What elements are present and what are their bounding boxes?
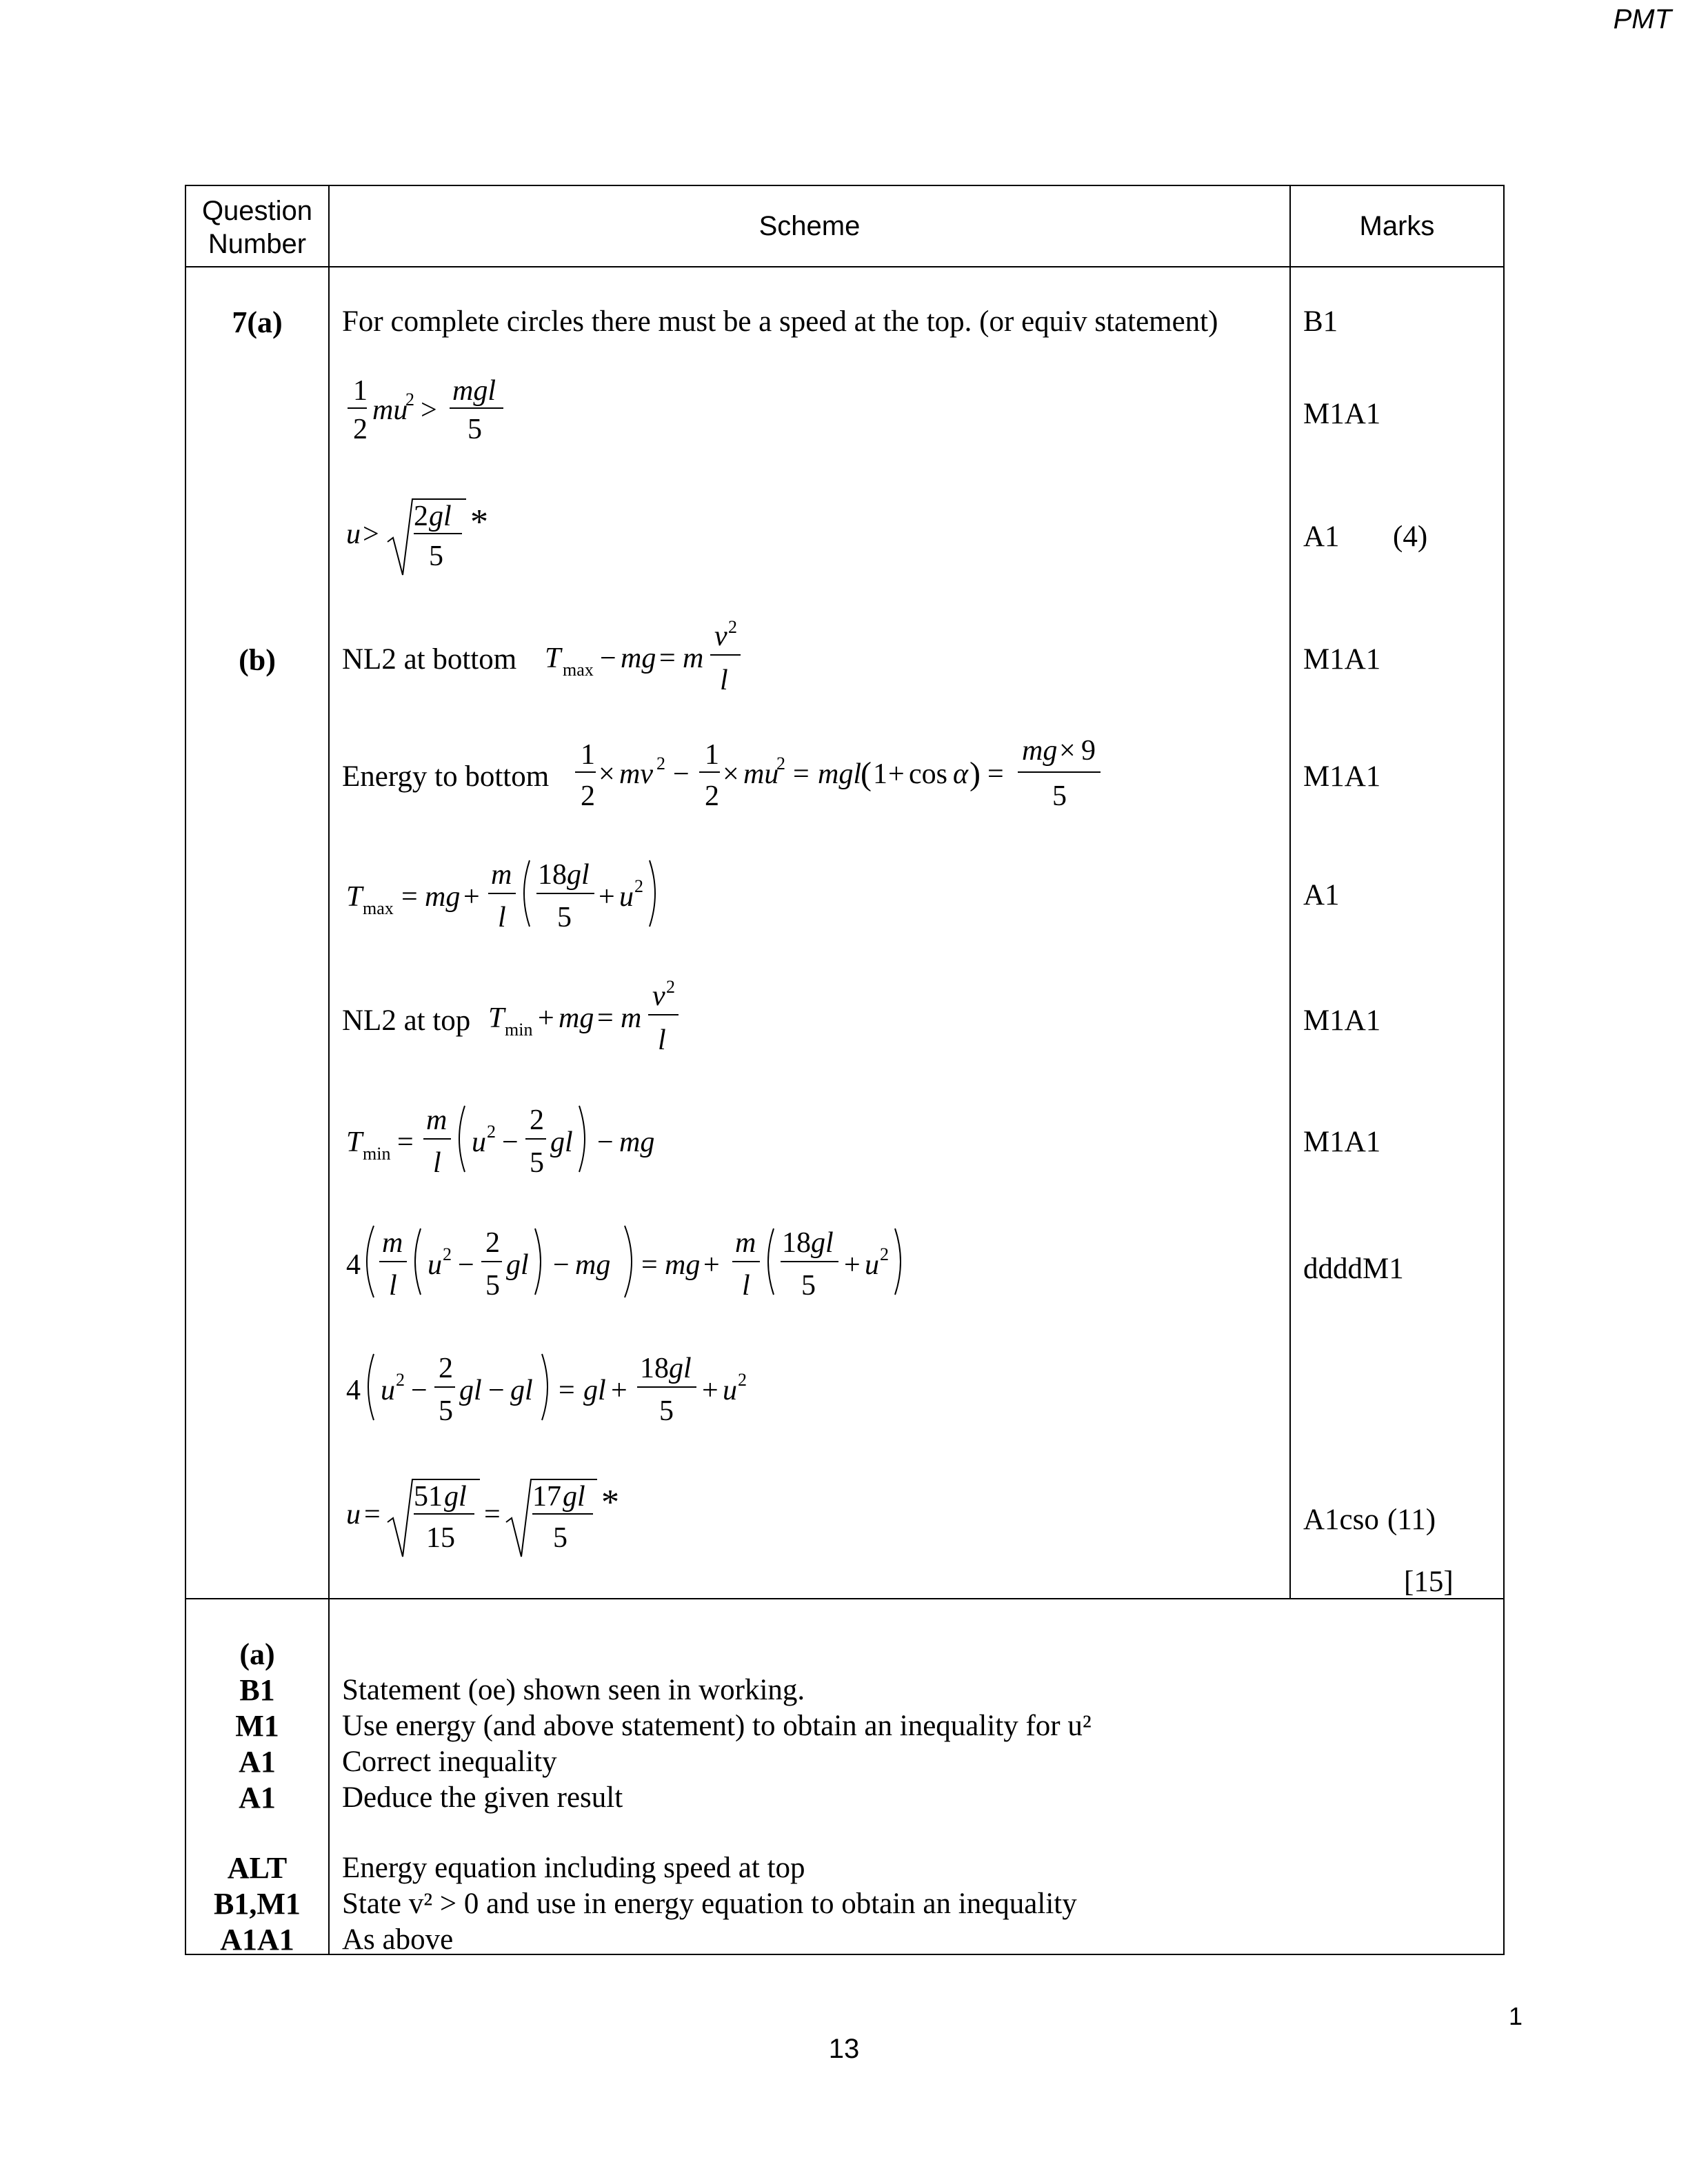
svg-text:m: m: [382, 1227, 403, 1259]
svg-text:l: l: [658, 1024, 666, 1056]
mark-m1a1-a: M1A1: [1303, 398, 1381, 430]
svg-text:15: 15: [426, 1522, 455, 1554]
header-divider: [185, 266, 1505, 267]
svg-text:+: +: [703, 1249, 720, 1281]
svg-text:mgl: mgl: [818, 758, 861, 790]
svg-text:5: 5: [439, 1395, 453, 1427]
svg-text:>: >: [421, 394, 437, 426]
mark-a1-a: A1: [1303, 520, 1340, 553]
equation-u-greater-root: [342, 491, 521, 584]
svg-text:=: =: [793, 758, 810, 790]
guidance-code-6: ALT: [227, 1851, 288, 1885]
svg-text:2: 2: [405, 390, 414, 410]
mark-b1: B1: [1303, 305, 1338, 338]
svg-text:mg: mg: [619, 1126, 655, 1158]
svg-text:): ): [969, 756, 981, 792]
svg-text:mg: mg: [1022, 735, 1058, 767]
mark-m1a1-b3: M1A1: [1303, 1004, 1381, 1037]
svg-text:mu: mu: [743, 758, 779, 790]
svg-text:2: 2: [487, 1122, 496, 1142]
guidance-text-1: Statement (oe) shown seen in working.: [342, 1674, 805, 1706]
svg-text:5: 5: [553, 1522, 567, 1554]
part-b-total: (11): [1387, 1504, 1436, 1536]
guidance-code-7: B1,M1: [214, 1887, 301, 1921]
svg-text:9: 9: [1081, 735, 1096, 767]
svg-text:m: m: [621, 1002, 642, 1034]
svg-text:5: 5: [429, 540, 443, 572]
svg-text:l: l: [742, 1270, 750, 1302]
svg-text:+: +: [702, 1375, 719, 1406]
svg-text:v: v: [652, 980, 665, 1012]
svg-text:5: 5: [468, 414, 482, 445]
equation-nl2-bottom: [541, 612, 768, 705]
svg-text:−: −: [458, 1249, 474, 1281]
svg-text:2: 2: [705, 780, 719, 812]
svg-text:−: −: [502, 1126, 519, 1158]
svg-text:u: u: [428, 1249, 442, 1281]
svg-text:=: =: [364, 1499, 381, 1530]
svg-text:*: *: [470, 503, 488, 542]
svg-text:gl: gl: [583, 1375, 606, 1406]
svg-text:gl: gl: [563, 1481, 585, 1513]
question-label-7a: 7(a): [232, 305, 283, 339]
svg-text:gl: gl: [429, 501, 452, 532]
equation-combine: [342, 1219, 935, 1312]
svg-text:l: l: [720, 665, 728, 696]
mark-m1a1-b1: M1A1: [1303, 643, 1381, 676]
svg-text:min: min: [363, 1144, 391, 1164]
column-divider-left: [328, 185, 330, 1955]
equation-nl2-top: [484, 972, 705, 1065]
svg-text:2: 2: [396, 1370, 405, 1390]
svg-text:−: −: [600, 643, 616, 674]
svg-text:T: T: [488, 1002, 505, 1034]
svg-text:1: 1: [353, 375, 368, 407]
svg-text:gl: gl: [811, 1227, 834, 1259]
guidance-code-0: (a): [239, 1637, 275, 1671]
svg-text:2: 2: [439, 1353, 453, 1384]
mark-a1cso: A1cso: [1303, 1504, 1379, 1536]
svg-text:17: 17: [532, 1481, 561, 1513]
svg-text:u: u: [381, 1375, 395, 1406]
mark-ddddm1: ddddM1: [1303, 1253, 1404, 1285]
svg-text:=: =: [659, 643, 676, 674]
svg-text:2: 2: [880, 1244, 889, 1264]
svg-text:2: 2: [728, 617, 737, 637]
page-number: 13: [828, 2034, 860, 2064]
svg-text:+: +: [888, 758, 905, 790]
svg-text:u: u: [619, 881, 634, 913]
svg-text:max: max: [563, 660, 594, 680]
svg-text:=: =: [987, 758, 1004, 790]
svg-text:2: 2: [738, 1370, 747, 1390]
svg-text:−: −: [488, 1375, 505, 1406]
svg-text:u: u: [865, 1249, 879, 1281]
svg-text:gl: gl: [567, 859, 590, 891]
svg-text:gl: gl: [510, 1375, 533, 1406]
svg-text:−: −: [411, 1375, 428, 1406]
svg-text:×: ×: [1059, 735, 1076, 767]
guidance-code-8: A1A1: [220, 1923, 294, 1957]
question-label-7b: (b): [239, 643, 276, 677]
svg-text:u: u: [472, 1126, 486, 1158]
guidance-code-3: A1: [239, 1745, 276, 1779]
svg-text:α: α: [953, 758, 969, 790]
svg-text:gl: gl: [669, 1353, 692, 1384]
svg-text:cos: cos: [909, 758, 947, 790]
svg-text:mv: mv: [619, 758, 653, 790]
svg-text:2: 2: [414, 501, 428, 532]
mark-m1a1-b4: M1A1: [1303, 1126, 1381, 1158]
svg-text:>: >: [363, 518, 379, 550]
guidance-divider: [185, 1598, 1505, 1599]
svg-text:u: u: [346, 1499, 361, 1530]
svg-text:1: 1: [581, 739, 595, 771]
guidance-text-4: Deduce the given result: [342, 1781, 623, 1814]
guidance-code-1: B1: [239, 1673, 275, 1707]
svg-text:=: =: [641, 1249, 658, 1281]
svg-text:5: 5: [485, 1270, 500, 1302]
svg-text:−: −: [597, 1126, 614, 1158]
svg-text:(: (: [861, 756, 872, 792]
svg-text:=: =: [597, 1002, 614, 1034]
nl2-top-label: NL2 at top: [342, 1004, 471, 1037]
svg-text:5: 5: [530, 1147, 544, 1179]
svg-text:2: 2: [485, 1227, 500, 1259]
svg-text:gl: gl: [550, 1126, 573, 1158]
svg-text:5: 5: [801, 1270, 816, 1302]
svg-text:T: T: [346, 881, 363, 913]
svg-text:v: v: [714, 620, 727, 652]
mark-m1a1-b2: M1A1: [1303, 760, 1381, 793]
svg-text:−: −: [673, 758, 690, 790]
svg-text:mg: mg: [621, 643, 656, 674]
part-a-total: (4): [1393, 520, 1428, 553]
svg-text:+: +: [599, 881, 615, 913]
svg-text:2: 2: [656, 754, 665, 774]
svg-text:2: 2: [666, 977, 675, 997]
svg-text:l: l: [389, 1270, 397, 1302]
svg-text:=: =: [484, 1499, 501, 1530]
nl2-bottom-label: NL2 at bottom: [342, 643, 517, 676]
svg-text:min: min: [505, 1020, 533, 1040]
svg-text:mg: mg: [425, 881, 461, 913]
svg-text:gl: gl: [444, 1481, 467, 1513]
energy-bottom-label: Energy to bottom: [342, 760, 550, 793]
guidance-text-7: State v² > 0 and use in energy equation to obtain an inequality: [342, 1888, 1077, 1920]
svg-text:mg: mg: [559, 1002, 594, 1034]
svg-text:m: m: [683, 643, 704, 674]
svg-text:=: =: [401, 881, 418, 913]
svg-text:max: max: [363, 898, 394, 918]
guidance-code-2: M1: [235, 1709, 279, 1743]
guidance-text-2: Use energy (and above statement) to obtain an inequality for u²: [342, 1710, 1092, 1742]
svg-text:18: 18: [782, 1227, 811, 1259]
svg-text:m: m: [426, 1104, 448, 1136]
equation-half-mu-squared: [342, 372, 521, 458]
svg-text:2: 2: [353, 414, 368, 445]
svg-text:=: =: [397, 1126, 414, 1158]
svg-text:2: 2: [634, 876, 643, 896]
equation-tmax: [342, 851, 701, 944]
svg-text:2: 2: [776, 754, 785, 774]
svg-text:2: 2: [581, 780, 595, 812]
svg-text:×: ×: [723, 758, 739, 790]
pmt-watermark: PMT: [1613, 4, 1671, 34]
header-marks: Marks: [1359, 211, 1435, 241]
svg-text:u: u: [723, 1375, 737, 1406]
svg-text:m: m: [735, 1227, 756, 1259]
svg-text:18: 18: [538, 859, 567, 891]
equation-final-u: [342, 1468, 673, 1568]
svg-text:5: 5: [557, 902, 572, 933]
svg-text:*: *: [601, 1483, 619, 1522]
column-divider-right: [1289, 185, 1291, 1599]
svg-text:5: 5: [1052, 780, 1067, 812]
svg-text:+: +: [844, 1249, 861, 1281]
guidance-text-6: Energy equation including speed at top: [342, 1852, 805, 1884]
svg-text:mg: mg: [665, 1249, 701, 1281]
question-total: [15]: [1404, 1566, 1454, 1598]
svg-text:l: l: [498, 902, 506, 933]
svg-text:18: 18: [640, 1353, 669, 1384]
svg-text:mu: mu: [372, 394, 408, 426]
equation-tmin: [342, 1096, 687, 1189]
svg-text:gl: gl: [506, 1249, 529, 1281]
equation-energy-bottom: [570, 731, 1135, 824]
svg-text:2: 2: [443, 1244, 452, 1264]
svg-text:mgl: mgl: [452, 375, 496, 407]
svg-text:1: 1: [873, 758, 887, 790]
svg-text:mg: mg: [575, 1249, 611, 1281]
part-a-statement: For complete circles there must be a speed at the top. (or equiv statement): [342, 305, 1218, 338]
guidance-text-3: Correct inequality: [342, 1746, 557, 1778]
header-question-number: Question Number: [201, 196, 313, 259]
svg-text:m: m: [491, 859, 512, 891]
svg-text:u: u: [346, 518, 361, 550]
svg-text:4: 4: [346, 1375, 361, 1406]
svg-text:+: +: [538, 1002, 554, 1034]
svg-text:−: −: [553, 1249, 570, 1281]
svg-text:×: ×: [599, 758, 615, 790]
svg-text:+: +: [463, 881, 480, 913]
svg-text:l: l: [433, 1147, 441, 1179]
svg-text:5: 5: [659, 1395, 674, 1427]
mark-a1-b: A1: [1303, 879, 1340, 911]
svg-text:+: +: [611, 1375, 627, 1406]
equation-simplify: [342, 1344, 783, 1437]
svg-text:4: 4: [346, 1249, 361, 1281]
svg-text:T: T: [346, 1126, 363, 1158]
guidance-code-4: A1: [239, 1781, 276, 1814]
header-scheme: Scheme: [758, 211, 861, 241]
svg-text:1: 1: [705, 739, 719, 771]
guidance-text-8: As above: [342, 1923, 454, 1956]
svg-text:=: =: [559, 1375, 575, 1406]
svg-text:2: 2: [530, 1104, 544, 1136]
side-number: 1: [1509, 2002, 1523, 2030]
svg-text:51: 51: [414, 1481, 443, 1513]
svg-text:T: T: [545, 643, 561, 674]
svg-text:gl: gl: [459, 1375, 482, 1406]
